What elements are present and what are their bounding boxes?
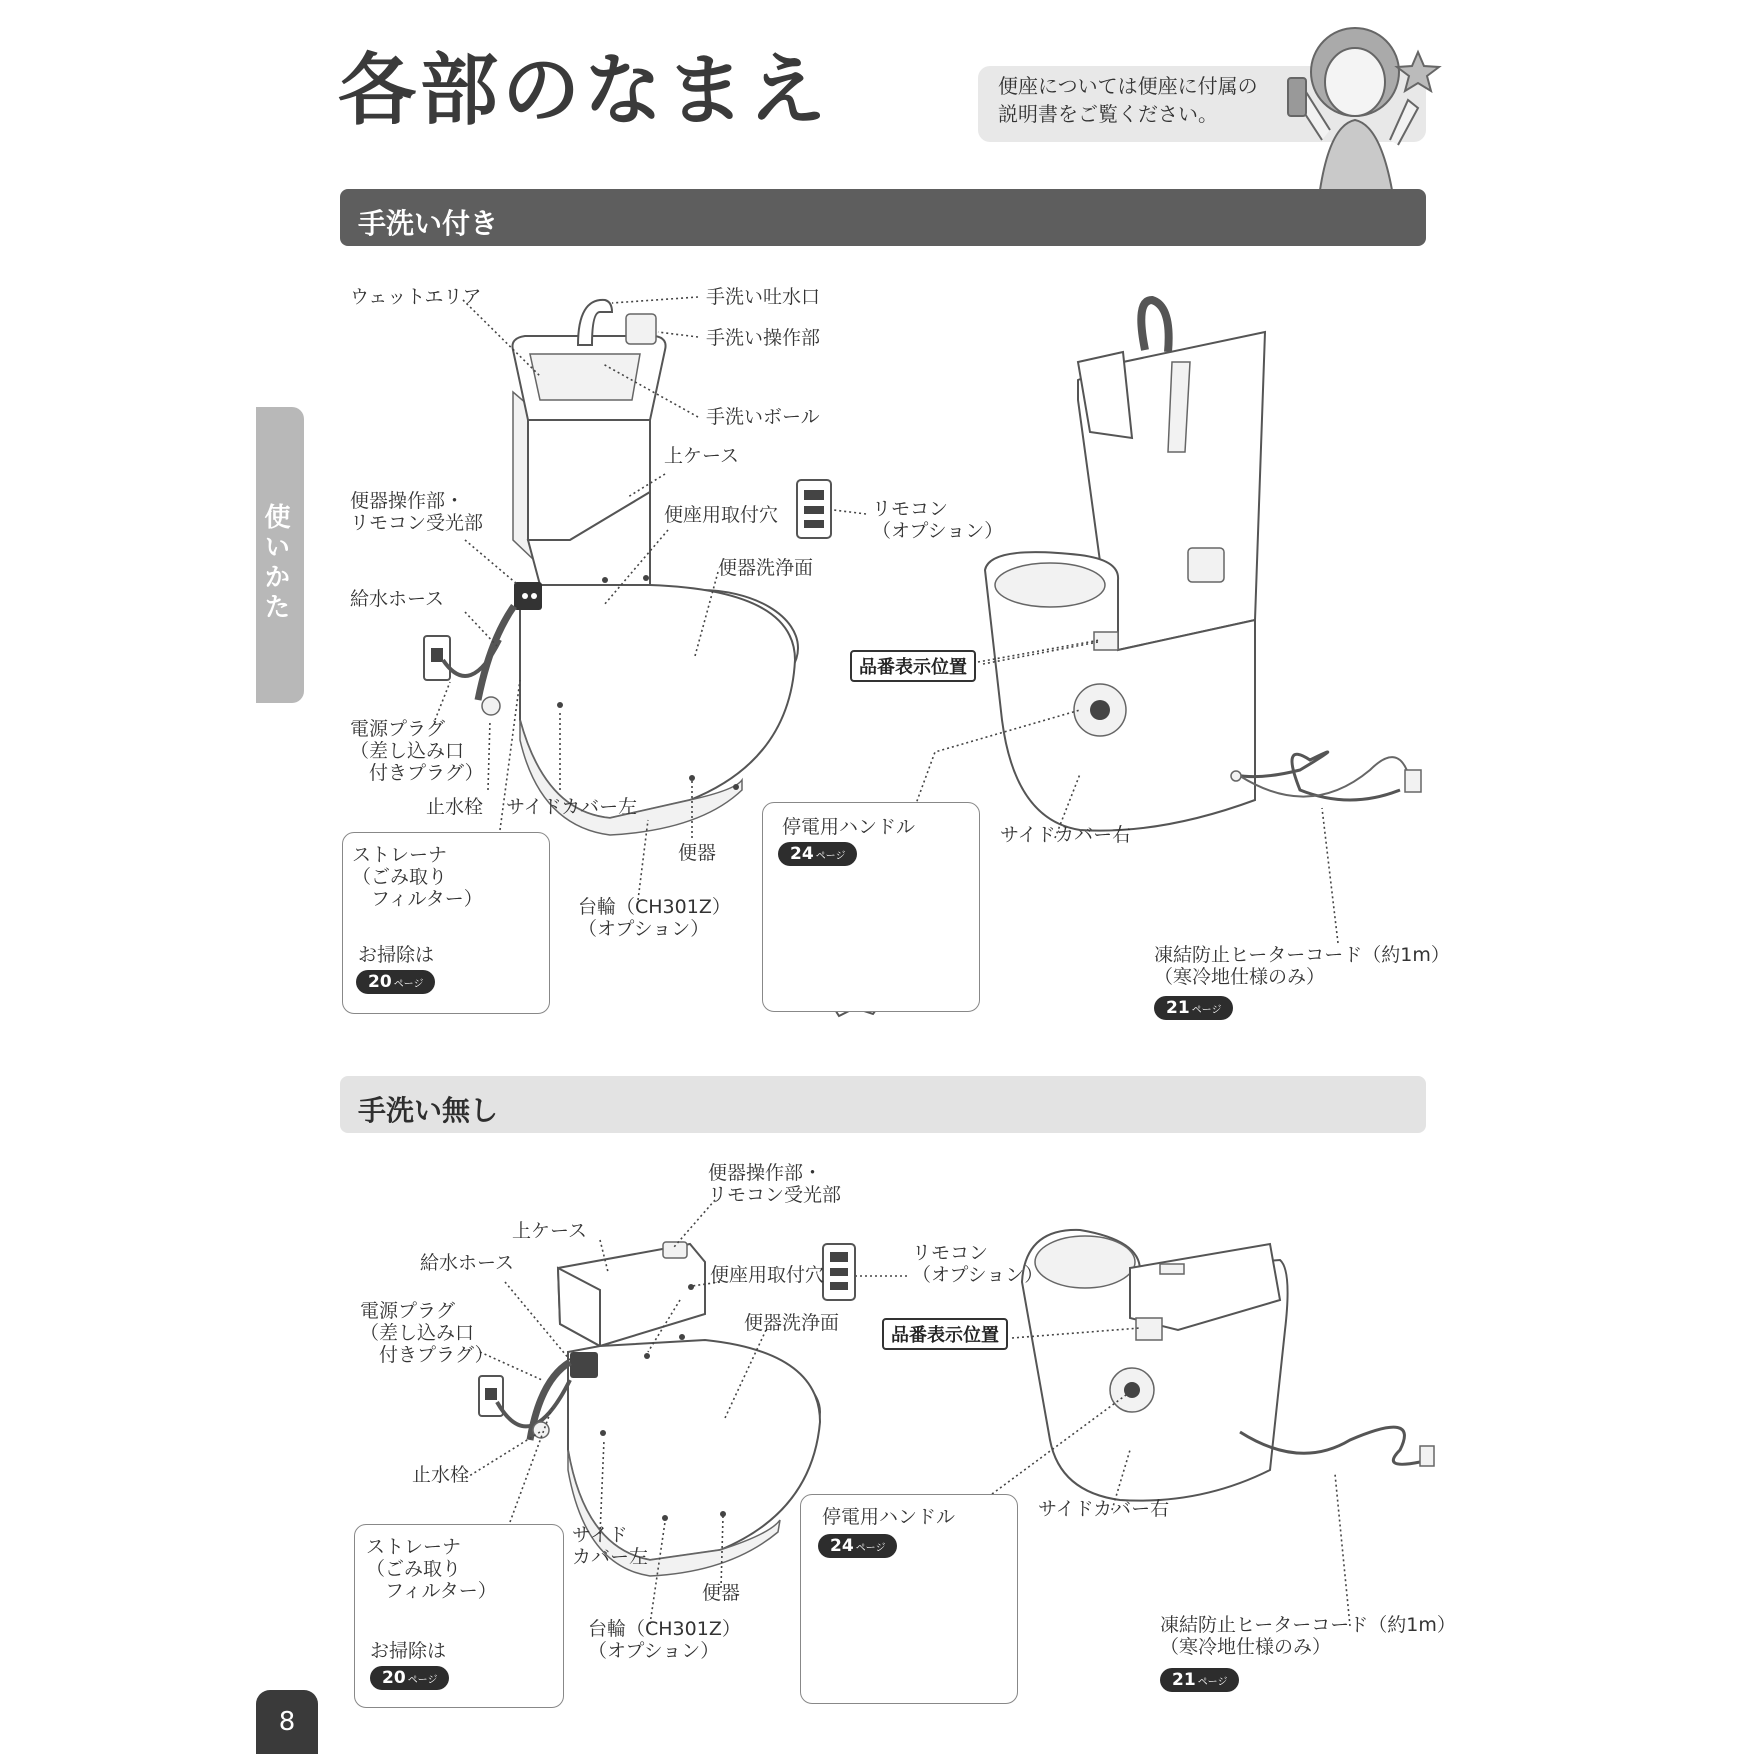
page-title: 各部のなまえ — [338, 46, 831, 136]
label-upper-case: 上ケース — [512, 1220, 588, 1242]
label-toilet: 便器 — [702, 1582, 741, 1604]
label-power-plug: 電源プラグ （差し込み口 付きプラグ） — [360, 1300, 494, 1366]
label-stop-valve: 止水栓 — [426, 796, 484, 818]
label-model-position: 品番表示位置 — [850, 650, 976, 682]
label-wet-area: ウェットエリア — [350, 286, 482, 308]
toilet-without-handwash-back — [1022, 1230, 1434, 1501]
label-supply-hose: 給水ホース — [420, 1252, 515, 1274]
label-remote: リモコン （オプション） — [912, 1242, 1044, 1286]
label-model-position: 品番表示位置 — [882, 1318, 1008, 1350]
label-hand-bowl: 手洗いボール — [706, 406, 820, 428]
strainer-page-link[interactable]: 20 ページ — [370, 1666, 449, 1690]
handle-page-link[interactable]: 24 ページ — [778, 842, 857, 866]
handle-title: 停電用ハンドル — [822, 1506, 956, 1528]
label-base: 台輪（CH301Z） （オプション） — [588, 1618, 741, 1662]
handle-page-link[interactable]: 24 ページ — [818, 1534, 897, 1558]
heater-page-link[interactable]: 21 ページ — [1160, 1668, 1239, 1692]
heater-page-link[interactable]: 21 ページ — [1154, 996, 1233, 1020]
label-power-plug: 電源プラグ （差し込み口 付きプラグ） — [350, 718, 484, 784]
strainer-cleaning-label: お掃除は — [358, 944, 435, 966]
label-supply-hose: 給水ホース — [350, 588, 445, 610]
label-bowl-surface: 便器洗浄面 — [744, 1312, 840, 1334]
label-base: 台輪（CH301Z） （オプション） — [578, 896, 731, 940]
label-heater-cord: 凍結防止ヒーターコード（約1m） （寒冷地仕様のみ） — [1154, 944, 1450, 988]
note-text: 便座については便座に付属の 説明書をご覧ください。 — [998, 74, 1258, 126]
label-seat-hole: 便座用取付穴 — [664, 504, 779, 526]
label-remote: リモコン （オプション） — [872, 498, 1004, 542]
section-title: 手洗い無し — [358, 1094, 499, 1127]
label-hand-control: 手洗い操作部 — [706, 327, 821, 349]
toilet-with-handwash-back — [985, 300, 1421, 831]
label-heater-cord: 凍結防止ヒーターコード（約1m） （寒冷地仕様のみ） — [1160, 1614, 1456, 1658]
label-bowl-surface: 便器洗浄面 — [718, 557, 814, 579]
section-title: 手洗い付き — [358, 207, 499, 240]
label-toilet: 便器 — [678, 842, 717, 864]
label-stop-valve: 止水栓 — [412, 1464, 470, 1486]
label-side-cover-left: サイドカバー左 — [506, 796, 638, 818]
label-side-cover-right: サイドカバー右 — [1038, 1498, 1170, 1520]
page-number: 8 — [256, 1690, 318, 1754]
label-side-cover-right: サイドカバー右 — [1000, 824, 1132, 846]
label-control-panel: 便器操作部・ リモコン受光部 — [350, 490, 484, 534]
strainer-title: ストレーナ （ごみ取り フィルター） — [366, 1536, 497, 1602]
label-spout: 手洗い吐水口 — [706, 286, 821, 308]
label-side-cover-left: サイド カバー左 — [572, 1524, 649, 1568]
strainer-title: ストレーナ （ごみ取り フィルター） — [352, 844, 483, 910]
handle-title: 停電用ハンドル — [782, 816, 916, 838]
remote-control-illustration — [797, 480, 831, 538]
label-upper-case: 上ケース — [664, 445, 740, 467]
remote-control-illustration — [823, 1244, 855, 1300]
label-seat-hole: 便座用取付穴 — [710, 1264, 825, 1286]
strainer-page-link[interactable]: 20 ページ — [356, 970, 435, 994]
label-control-panel: 便器操作部・ リモコン受光部 — [708, 1162, 842, 1206]
strainer-cleaning-label: お掃除は — [370, 1640, 447, 1662]
side-tab-label: 使いかた — [260, 503, 290, 623]
